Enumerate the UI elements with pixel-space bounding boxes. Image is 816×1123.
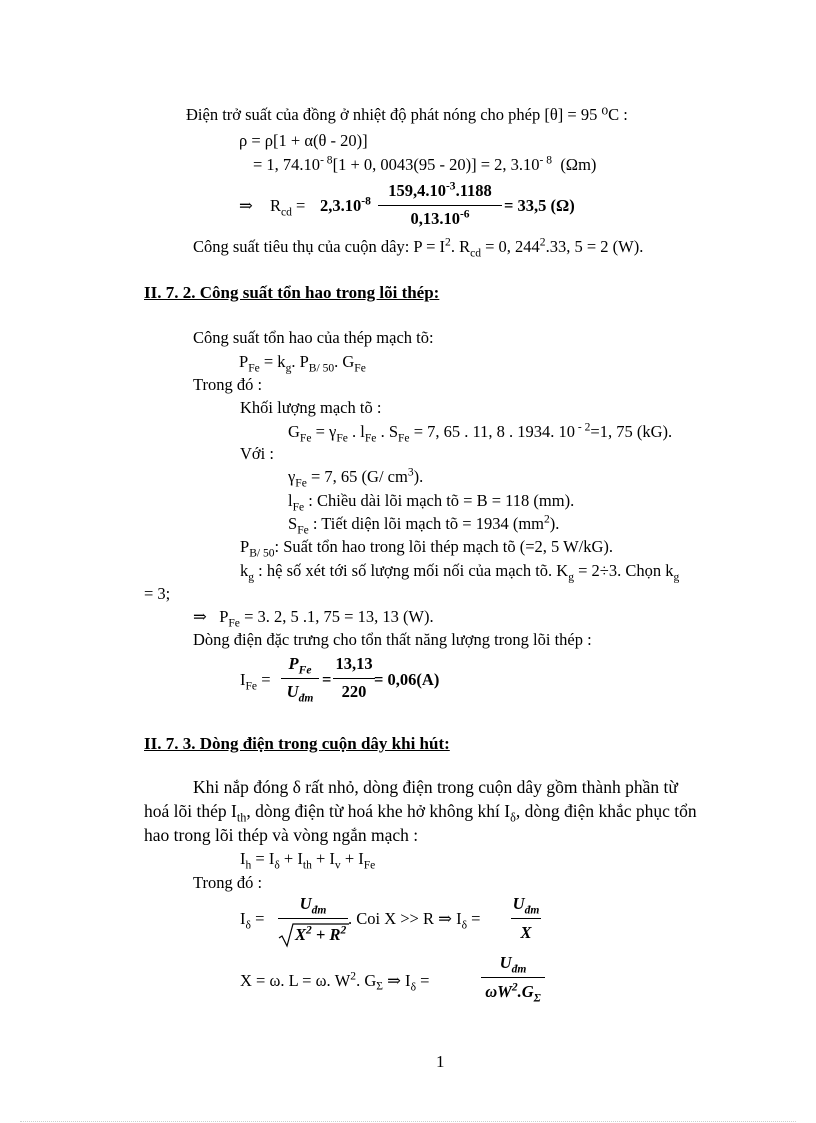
- implies-arrow: ⇒: [239, 196, 253, 215]
- mass-formula: $G_{Fe} = \gamma_{Fe}$ . $l_{Fe}$ . $S_{Fe} = 7$, 65 . 11, 8 . 1934. 10 $^{- 2}$=1, 75 (kG).: [288, 421, 673, 445]
- current-intro: Dòng điện đặc trưng cho tổn thất năng lượng trong lõi thép :: [193, 630, 592, 649]
- resistivity-formula: ρ = ρ[1 + α(θ - 20)]: [239, 131, 368, 150]
- mass-label: Khối lượng mạch tõ :: [240, 398, 382, 417]
- x-numerator: $U_{đm}$: [499, 953, 527, 976]
- kg-def-wrap: = 3;: [144, 584, 171, 603]
- x-fraction-bar: [481, 977, 545, 978]
- resistivity-intro: Điện trở suất của đồng ở nhiệt độ phát nóng cho phép [θ] = 95 ⁰C :: [186, 105, 628, 124]
- ife-result: = 0,06(A): [374, 670, 440, 689]
- pb50-def: $P_{B/ 50}$: Suất tổn hao trong lõi thép mạch tõ (=2, 5 W/kG).: [240, 537, 614, 560]
- core-loss-formula: $P_{Fe} = k_g$. $P_{B/ 50}$. $G_{Fe}$: [239, 352, 366, 375]
- rcd-numerator: $159,4.10^{-3}.1188$: [388, 180, 492, 200]
- paragraph-line-1: Khi nắp đóng δ rất nhỏ, dòng điện trong cuộn dây gồm thành phần từ: [193, 777, 678, 797]
- ife-numerator2: 13,13: [335, 654, 373, 673]
- page-number: 1: [436, 1052, 445, 1071]
- idelta-lhs: $I_\delta$ =: [240, 909, 265, 932]
- gamma-def: $\gamma_{Fe} = 7$, 65 (G/ $cm^3$).: [288, 466, 424, 490]
- idelta-fraction-bar: [278, 918, 348, 919]
- ih-formula: $I_h = I_\delta + I_{th} + I_v + I_{Fe}$: [240, 849, 376, 872]
- rcd-fraction-bar: [378, 205, 502, 206]
- heading-7-2: II. 7. 2. Công suất tổn hao trong lõi thép:: [144, 283, 440, 302]
- core-loss-intro: Công suất tổn hao của thép mạch tõ:: [193, 328, 434, 347]
- ife-denominator: $U_{đm}$: [286, 682, 314, 705]
- paragraph-line-2: hoá lõi thép $I_{th}$, dòng điện từ hoá khe hở không khí $I_\delta$, dòng điện khắc phục tổn: [144, 801, 697, 825]
- rcd-result: = 33,5 (Ω): [504, 196, 575, 215]
- pfe-result: ⇒ $P_{Fe} = 3$. 2, 5 .1, 75 = 13, 13 (W).: [193, 607, 434, 630]
- ife-fraction-bar: [281, 678, 319, 679]
- voi-label: Với :: [240, 444, 274, 463]
- resistivity-calculation: = 1, $74.10^{- 8}[1 + 0$, 0043(95 - 20)] = 2, $3.10^{- 8}$ (Ωm): [253, 154, 597, 174]
- idelta-numerator: $U_{đm}$: [299, 894, 327, 917]
- ife-numerator: $P_{Fe}$: [288, 654, 312, 677]
- idelta-approx: . Coi X >> R ⇒ $I_\delta$ =: [348, 909, 481, 932]
- idelta-denominator2: X: [520, 923, 532, 942]
- heading-7-3: II. 7. 3. Dòng điện trong cuộn dây khi hút:: [144, 734, 450, 753]
- idelta-denominator: $X^2 + R^2$: [295, 924, 347, 944]
- trong-do-label: Trong đó :: [193, 375, 263, 394]
- coil-power: Công suất tiêu thụ của cuộn dây: $P = I^2$. $R_{cd} = 0$, $244^2.33$, 5 = 2 (W).: [193, 236, 644, 260]
- x-denominator: $\omega W^2.G_\Sigma$: [485, 981, 541, 1005]
- lfe-def: $l_{Fe}$ : Chiều dài lõi mạch tõ = B = 118 (mm).: [288, 491, 575, 514]
- kg-def: $k_g$ : hệ số xét tới số lượng mối nối của mạch tõ. $K_g = 2\div 3$. Chọn $k_g$: [240, 561, 680, 584]
- rcd-coefficient: $2,3.10^{-8}$: [320, 195, 371, 215]
- sfe-def: $S_{Fe}$ : Tiết diện lõi mạch tõ = 1934 $(mm^2)$.: [288, 513, 560, 537]
- idelta-fraction-bar2: [511, 918, 541, 919]
- rcd-denominator: $0,13.10^{-6}$: [410, 208, 470, 228]
- paragraph-line-3: hao trong lõi thép và vòng ngắn mạch :: [144, 825, 419, 845]
- ife-denominator2: 220: [341, 682, 367, 701]
- trong-do-label-2: Trong đó :: [193, 873, 263, 892]
- rcd-symbol: $R_{cd}$ =: [270, 196, 306, 219]
- ife-fraction-bar2: [333, 678, 375, 679]
- ife-lhs: $I_{Fe}$ =: [240, 670, 271, 693]
- page-bottom-rule: [20, 1121, 796, 1122]
- x-definition: X = ω. L = ω. $W^2$. $G_\Sigma$ ⇒ $I_\delta$ =: [240, 970, 430, 994]
- ife-eq2: =: [322, 670, 332, 689]
- idelta-numerator2: $U_{đm}$: [512, 894, 540, 917]
